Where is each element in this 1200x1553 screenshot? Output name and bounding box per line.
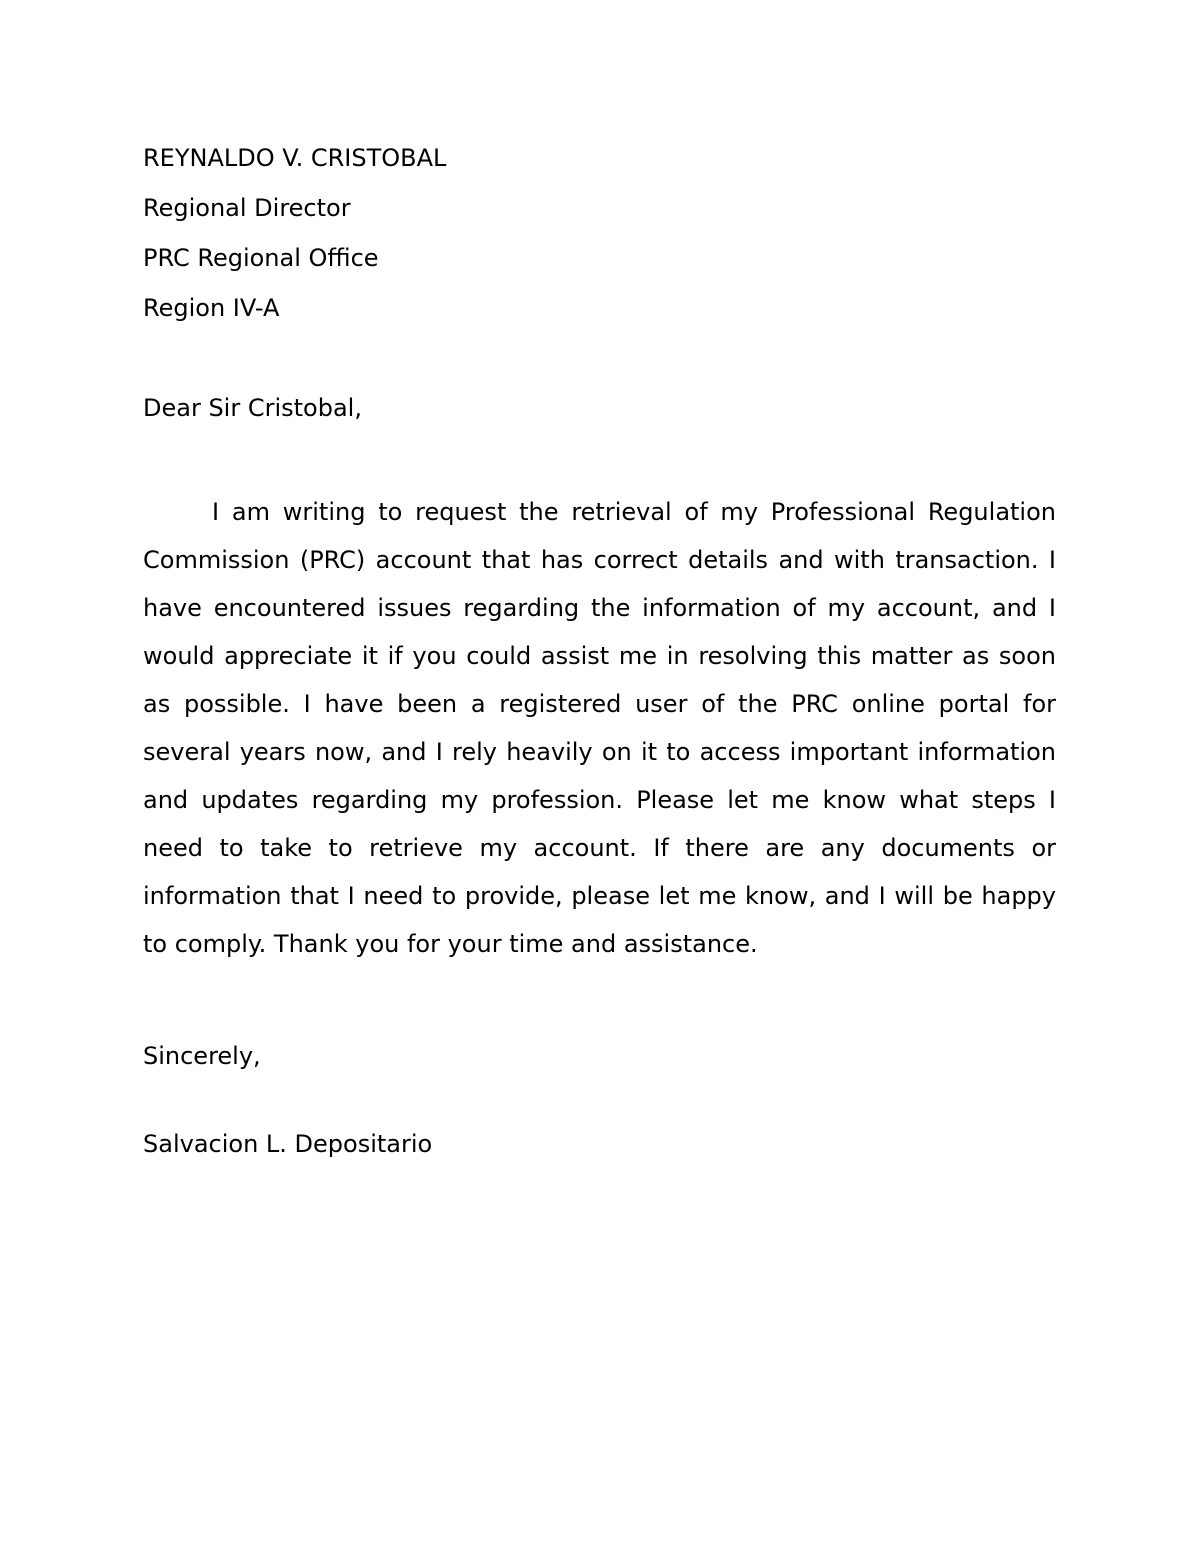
- closing: Sincerely,: [143, 1042, 261, 1070]
- signature-name: Salvacion L. Depositario: [143, 1130, 433, 1158]
- spacer: [143, 338, 1056, 388]
- recipient-office: PRC Regional Office: [143, 244, 379, 272]
- recipient-name: REYNALDO V. CRISTOBAL: [143, 144, 447, 172]
- recipient-region: Region IV-A: [143, 294, 280, 322]
- letter-content: [143, 138, 1056, 1164]
- spacer: [143, 1076, 1056, 1124]
- recipient-title: Regional Director: [143, 194, 351, 222]
- letter-body: I am writing to request the retrieval of my Professional Regulation Commission (PRC) account that has correct details and with transaction. I have encountered issues regarding the information of my account, and I would appreciate it if you could assist me in resolving this matter as soon as possible. I have been a registered user of the PRC online portal for several years now, and I rely heavily on it to access important information and updates regarding my profession. Please let me know what steps I need to take to retrieve my account. If there are any documents or information that I need to provide, please let me know, and I will be happy to comply. Thank you for your time and assistance.: [143, 498, 1056, 958]
- spacer: [143, 968, 1056, 1036]
- spacer: [143, 438, 1056, 488]
- salutation: Dear Sir Cristobal,: [143, 394, 362, 422]
